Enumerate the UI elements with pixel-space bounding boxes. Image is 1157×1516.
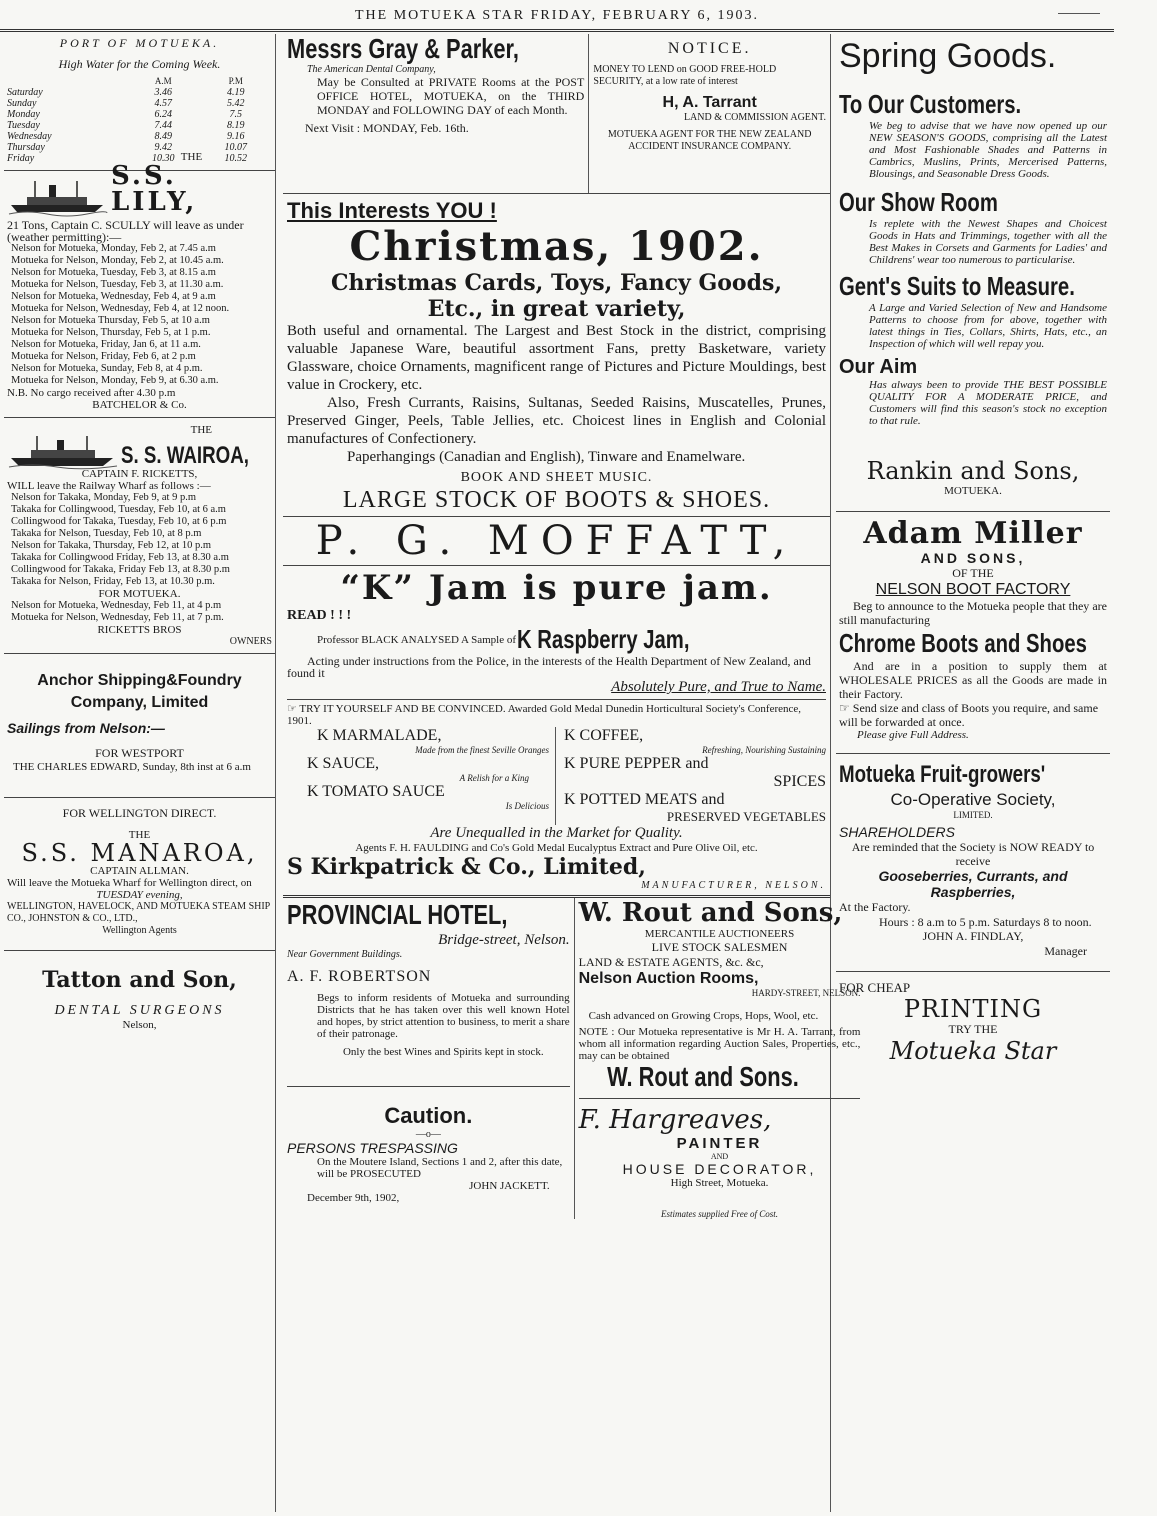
lily-schedule [7,243,272,387]
kjam-read: READ ! ! ! [287,608,352,623]
divider [4,950,275,951]
divider [287,699,826,700]
divider [836,511,1110,512]
fruit-goose: Gooseberries, Currants, and Raspberries, [878,868,1068,900]
bottom-row [283,898,861,1219]
notice-role: LAND & COMMISSION AGENT. [683,112,826,123]
steamship-icon [7,179,107,215]
kjam-pepper: K PURE PEPPER and [564,755,709,772]
miller-beg: Beg to announce to the Motueka people that they are still manufacturing [839,599,1107,627]
caution-name: JOHN JACKETT. [469,1180,550,1192]
divider [287,1086,570,1087]
tide-pm: 7.5 [229,109,242,120]
kjam-section [283,568,830,891]
column-left [4,34,276,1512]
caution-body: On the Moutere Island, Sections 1 and 2, after this date, will be PROSECUTED [317,1156,563,1180]
schedule-line: Collingwood for Takaka, Tuesday, Feb 10, at 6 p.m [11,516,227,527]
masthead-title: THE MOTUEKA STAR FRIDAY, FEBRUARY 6, 1903. [354,8,760,23]
kjam-firm: S Kirkpatrick & Co., Limited, [287,854,646,880]
caution-o: —o— [415,1129,441,1140]
wairoa-intro: WILL leave the Railway Wharf as follows :— [7,480,211,492]
provincial-name: A. F. ROBERTSON [287,968,432,985]
schedule-line: Collingwood for Takaka, Friday Feb 13, at 8.30 p.m [11,564,230,575]
tatton-role: DENTAL SURGEONS [54,1003,225,1018]
miller-sons: AND SONS, [920,550,1026,566]
schedule-line: Nelson for Takaka, Monday, Feb 9, at 9 p.m [11,492,197,503]
schedule-line: Takaka for Nelson, Tuesday, Feb 10, at 8 p.m [11,528,202,539]
left-ads [283,898,575,1219]
schedule-line: Takaka for Nelson, Friday, Feb 13, at 10.30 p.m. [11,576,215,587]
fruit-coop: Co-Operative Society, [890,790,1056,809]
schedule-line: Nelson for Motueka, Tuesday, Feb 3, at 8.15 a.m [11,267,216,278]
fruit-hours: Hours : 8 a.m to 5 p.m. Saturdays 8 to noon. [879,915,1092,929]
tide-pm: 8.19 [227,120,245,131]
manaroa-captain: CAPTAIN ALLMAN. [90,865,189,877]
tide-am: 4.57 [154,98,172,109]
caution-section [287,1103,570,1204]
moffatt-p1: Both useful and ornamental. The Largest and Best Stock in the district, comprising valuable Japanese Ware, beautiful assortment Fans, pretty Basketware, variety Glassware, choice Ornaments, magnificent range of Pictures and Picture Mouldings, best value in Crockery, etc. [287,323,826,393]
provincial-title: PROVINCIAL HOTEL, [287,899,508,930]
moffatt-xmas: Christmas, 1902. [349,223,764,270]
schedule-line: Nelson for Motueka, Wednesday, Feb 4, at 9 a.m [11,291,216,302]
wairoa-the: THE [190,424,212,436]
moffatt-boots: LARGE STOCK OF BOOTS & SHOES. [342,487,771,513]
moffatt-p3: Paperhangings (Canadian and English), Tinware and Enamelware. [347,449,746,465]
fruit-name: JOHN A. FINDLAY, [922,929,1024,943]
provincial-near: Near Government Buildings. [287,949,403,960]
lily-the: THE [180,151,203,163]
rankin-gents: Gent's Suits to Measure. [839,271,1075,301]
hargreaves-and: AND [710,1152,729,1161]
provincial-body: Begs to inform residents of Motueka and surrounding Districts that he has taken over this well known Hotel and hopes, by strict attention to business, to merit a share of their patronage. [317,992,570,1040]
lily-intro: 21 Tons, Captain C. SCULLY will leave as under (weather permitting):— [7,218,244,244]
kjam-veg: PRESERVED VEGETABLES [666,809,826,824]
hargreaves-section [579,1105,861,1219]
schedule-line: Motueka for Nelson, Thursday, Feb 5, at 1 p.m. [11,327,211,338]
kjam-mfr: MANUFACTURER, NELSON. [641,880,826,891]
tatton-section [4,967,275,1031]
kjam-try-text: TRY IT YOURSELF AND BE CONVINCED. Awarded Gold Medal Dunedin Horticultural Society's Conference, 1901. [287,703,802,727]
tide-day: Sunday [7,98,37,109]
printing-section [836,980,1110,1065]
moffatt-p2: Also, Fresh Currants, Raisins, Sultanas, Seeded Raisins, Muscatelles, Prunes, Preserved Ginger, Peels, Table Jellies, etc. Choicest lines in English and Colonial manufactures of Confectionery. [287,395,826,447]
anchor-section [4,672,275,773]
fruit-remind: Are reminded that the Society is NOW READY to receive [851,840,1095,868]
rankin-place: MOTUEKA. [944,485,1002,497]
notice-title: NOTICE. [667,40,752,57]
gray-section [283,34,588,193]
divider [283,565,830,566]
tide-row [7,131,272,142]
wairoa-schedule-motueka [7,600,272,624]
schedule-line: Nelson for Motueka Thursday, Feb 5, at 10 a.m [11,315,210,326]
tide-day: Tuesday [7,120,40,131]
manaroa-the: THE [128,829,151,841]
kjam-products-left [287,727,556,825]
wairoa-owners: OWNERS [229,636,272,647]
schedule-line: Motueka for Nelson, Tuesday, Feb 3, at 11.30 a.m. [11,279,224,290]
divider [283,516,830,517]
provincial-section [287,898,570,1058]
hargreaves-name: F. Hargreaves, [578,1105,772,1135]
kjam-try [287,703,826,727]
fruit-role: Manager [1044,944,1087,958]
miller-send [839,701,1107,729]
schedule-line: Motueka for Nelson, Wednesday, Feb 11, at 7 p.m. [11,612,224,623]
masthead [0,0,1114,32]
kjam-sauce: K SAUCE, [307,755,380,772]
miller-send-text: Send size and class of Boots you require, and same will be forwarded at once. [839,701,1099,729]
tide-day: Friday [7,153,35,164]
kjam-tomato-sub: Is Delicious [505,801,549,811]
schedule-line: Nelson for Motueka, Sunday, Feb 8, at 4 p.m. [11,363,203,374]
manaroa-wa: Wellington Agents [102,925,177,936]
kjam-rasp: K Raspberry Jam, [517,624,690,654]
kjam-agents: Agents F. H. FAULDING and Co's Gold Medal Eucalyptus Extract and Pure Olive Oil, etc. [355,842,758,854]
top-row [283,34,830,194]
rankin-s-body: Is replete with the Newest Shapes and Choicest Goods in Hats and Trimmings, together with all the Best Makes in Corsets and Garments for Ladies' and Childrens' wear too numerous to particularise. [869,218,1107,266]
tide-am: 10.30 [152,153,175,164]
tatton-name: Tatton and Son, [42,967,237,993]
rankin-spring: Spring Goods. [839,37,1057,75]
gray-sub: The American Dental Company, [307,64,436,75]
provincial-street: Bridge-street, Nelson. [438,932,570,948]
tide-am: 7.44 [154,120,172,131]
schedule-line: Motueka for Nelson, Wednesday, Feb 4, at 12 noon. [11,303,230,314]
rout-l3: LAND & ESTATE AGENTS, &c. &c, [578,955,764,969]
hargreaves-painter: PAINTER [676,1135,763,1152]
lily-sign: BATCHELOR & Co. [92,399,187,411]
gray-next: Next Visit : MONDAY, Feb. 16th. [305,121,469,135]
tide-am: 9.42 [154,142,172,153]
lily-name: S.S. LILY, [111,161,198,217]
tide-row [7,120,272,131]
miller-section [836,518,1110,741]
divider [4,653,275,654]
column-middle [283,33,861,1512]
tide-day: Monday [7,109,40,120]
schedule-line: Motueka for Nelson, Monday, Feb 2, at 10.45 a.m. [11,255,224,266]
divider [579,1098,861,1099]
kjam-products-right [556,727,826,825]
tide-pm: 9.16 [227,131,245,142]
pointing-hand-icon: ☞ [287,703,300,715]
tide-pm: 10.52 [224,153,247,164]
fruit-sh: SHAREHOLDERS [839,824,955,840]
rout-sign: W. Rout and Sons. [606,1061,799,1092]
caution-date: December 9th, 1902, [307,1192,400,1204]
moffatt-section [283,194,830,514]
rout-section [579,898,861,1092]
caution-title: Caution. [384,1103,473,1128]
anchor-for: FOR WESTPORT [95,746,184,760]
kjam-pure: Absolutely Pure, and True to Name. [611,679,826,695]
anchor-sailings: Sailings from Nelson:— [7,720,165,736]
anchor-line2: Company, Limited [70,694,209,711]
lily-note: N.B. No cargo received after 4.30 p.m [7,387,176,399]
tide-am: 8.49 [154,131,172,142]
rankin-a-body: Has always been to provide THE BEST POSSIBLE QUALITY FOR A MODERATE PRICE, and Customers will find this season's stock no exception to that rule. [869,379,1107,427]
schedule-line: Nelson for Motueka, Wednesday, Feb 11, at 4 p.m [11,600,222,611]
tide-pm: 10.07 [224,142,247,153]
tide-row [7,87,272,98]
rout-rooms: Nelson Auction Rooms, [578,970,759,987]
kjam-marm-sub: Made from the finest Seville Oranges [415,745,549,755]
schedule-line: Nelson for Motueka, Friday, Jan 6, at 11 a.m. [11,339,201,350]
manaroa-section [4,806,275,936]
rout-l2: LIVE STOCK SALESMEN [651,940,788,954]
moffatt-cards: Christmas Cards, Toys, Fancy Goods, [330,270,783,296]
printing-star: Motueka Star [889,1037,1057,1065]
kjam-prof: Professor BLACK ANALYSED A Sample of [317,633,517,646]
kjam-products [287,727,826,825]
rankin-aim: Our Aim [839,356,918,378]
schedule-line: Takaka for Collingwood Friday, Feb 13, at 8.30 a.m [11,552,229,563]
hargreaves-est: Estimates supplied Free of Cost. [661,1209,778,1219]
wairoa-section [4,424,275,647]
port-title: PORT OF MOTUEKA. [59,36,220,50]
tide-day: Saturday [7,87,43,98]
pm-header: P.M [228,76,243,86]
hargreaves-house: HOUSE DECORATOR, [622,1161,817,1177]
miller-name: Adam Miller [863,516,1083,551]
kjam-spices: SPICES [773,773,826,790]
right-ads [575,898,865,1219]
port-section [4,36,275,164]
tide-am: 6.24 [154,109,172,120]
anchor-detail: THE CHARLES EDWARD, Sunday, 8th inst at 6 a.m [13,761,251,773]
rankin-customers: To Our Customers. [839,89,1022,119]
moffatt-music: BOOK AND SHEET MUSIC. [460,470,653,485]
kjam-analysis [287,624,826,655]
wairoa-for-motueka: FOR MOTUEKA. [98,588,181,600]
divider [836,753,1110,754]
kjam-tomato: K TOMATO SAUCE [307,783,445,800]
rout-title: W. Rout and Sons, [578,898,843,928]
am-header: A.M [154,76,172,86]
rout-l1: MERCANTILE AUCTIONEERS [644,928,795,940]
kjam-coffee: K COFFEE, [564,727,644,744]
rout-cash: Cash advanced on Growing Crops, Hops, Wool, etc. [588,1010,819,1022]
tide-row [7,98,272,109]
wairoa-sign: RICKETTS BROS [97,624,182,636]
masthead-rule [1058,13,1100,14]
moffatt-name: P. G. MOFFATT, [315,518,798,564]
schedule-line: Nelson for Takaka, Thursday, Feb 12, at 10 p.m [11,540,211,551]
schedule-line: Takaka for Collingwood, Tuesday, Feb 10, at 6 a.m [11,504,226,515]
rankin-g-body: A Large and Varied Selection of New and Handsome Patterns to choose from for above, together with latest things in Ties, Collars, Shirts, Hats, etc., an Inspection of which will well repay you. [869,302,1107,350]
divider [836,971,1110,972]
schedule-line: Motueka for Nelson, Monday, Feb 9, at 6.30 a.m. [11,375,219,386]
tide-day: Thursday [7,142,45,153]
manaroa-agents: WELLINGTON, HAVELOCK, AND MOTUEKA STEAM SHIP CO., JOHNSTON & CO., LTD., [7,901,270,924]
moffatt-interests: This Interests YOU ! [287,198,497,223]
moffatt-etc: Etc., in great variety, [427,296,686,322]
tide-day: Wednesday [7,131,52,142]
fruit-section [836,760,1110,959]
tide-pm: 4.19 [227,87,245,98]
schedule-line: Nelson for Motueka, Monday, Feb 2, at 7.45 a.m [11,243,216,254]
kjam-unequalled: Are Unequalled in the Market for Quality. [430,825,683,841]
wairoa-schedule [7,492,272,588]
divider [4,417,275,418]
rankin-name: Rankin and Sons, [866,457,1080,485]
pointing-hand-icon: ☞ [839,701,853,715]
printing-for: FOR CHEAP [839,980,911,995]
tatton-place: Nelson, [122,1019,157,1031]
anchor-line1: Anchor Shipping&Foundry [37,672,242,689]
printing-printing: PRINTING [903,995,1043,1023]
wairoa-captain: CAPTAIN F. RICKETTS, [81,468,198,480]
kjam-coffee-sub: Refreshing, Nourishing Sustaining [702,745,826,755]
tide-row [7,109,272,120]
port-subtitle: High Water for the Coming Week. [58,57,221,71]
caution-persons: PERSONS TRESPASSING [287,1140,458,1156]
column-right [836,34,1110,1512]
tide-pm: 5.42 [227,98,245,109]
printing-try: TRY THE [948,1022,998,1036]
steamship-icon [7,436,117,468]
kjam-potted: K POTTED MEATS and [564,791,725,808]
kjam-marmalade: K MARMALADE, [317,727,442,744]
notice-agent: MOTUEKA AGENT FOR THE NEW ZEALAND ACCIDENT INSURANCE COMPANY. [607,129,812,152]
kjam-acting: Acting under instructions from the Police, in the interests of the Health Department of New Zealand, and found it [287,654,811,680]
manaroa-text2: TUESDAY evening, [96,889,183,901]
wairoa-name: S. S. WAIROA, [121,442,249,469]
rankin-show: Our Show Room [839,187,998,217]
manaroa-for: FOR WELLINGTON DIRECT. [62,806,217,820]
miller-address: Please give Full Address. [857,729,969,741]
fruit-ltd: LIMITED. [953,810,993,820]
tide-am: 3.46 [154,87,172,98]
hargreaves-street: High Street, Motueka. [670,1177,769,1189]
fruit-title: Motueka Fruit-growers' [839,761,1046,788]
wairoa-header [7,436,272,468]
manaroa-name: S.S. MANAROA, [21,839,258,867]
miller-supply: And are in a position to supply them at WHOLESALE PRICES as all the Goods are made in their Factory. [839,659,1107,701]
manaroa-text1: Will leave the Motueka Wharf for Wellington direct, on [7,877,252,889]
notice-name: H, A. Tarrant [662,94,757,111]
gray-body: May be Consulted at PRIVATE Rooms at the POST OFFICE HOTEL, MOTUEKA, on the THIRD MONDAY and FOLLOWING DAY of each Month. [317,75,585,117]
fruit-at: At the Factory. [839,900,911,914]
kjam-headline: “K” Jam is pure jam. [340,568,773,608]
rout-note: NOTE : Our Motueka representative is Mr H. A. Tarrant, from whom all information regarding Auction Sales, Properties, etc., may can be obtained [578,1026,861,1062]
provincial-wines: Only the best Wines and Spirits kept in stock. [342,1046,544,1058]
notice-section [588,34,830,193]
miller-chrome: Chrome Boots and Shoes [839,628,1087,658]
rankin-section [836,34,1110,497]
rankin-c-body: We beg to advise that we have now opened up our NEW SEASON'S GOODS, comprising all the Latest and Most Fashionable Shades and Patterns in Cambrics, Muslins, Prints, Mercerised Patterns, Blousings, and Seasonable Dress Goods. [869,120,1107,180]
gray-title: Messrs Gray & Parker, [287,33,519,64]
miller-of: OF THE [952,566,994,580]
kjam-sauce-sub: A Relish for a King [459,773,529,783]
schedule-line: Motueka for Nelson, Friday, Feb 6, at 2 p.m [11,351,196,362]
rout-hardy: HARDY-STREET, NELSON. [751,988,861,998]
divider [4,797,275,798]
notice-body: MONEY TO LEND on GOOD FREE-HOLD SECURITY, at a low rate of interest [593,64,777,87]
miller-factory: NELSON BOOT FACTORY [875,581,1071,598]
